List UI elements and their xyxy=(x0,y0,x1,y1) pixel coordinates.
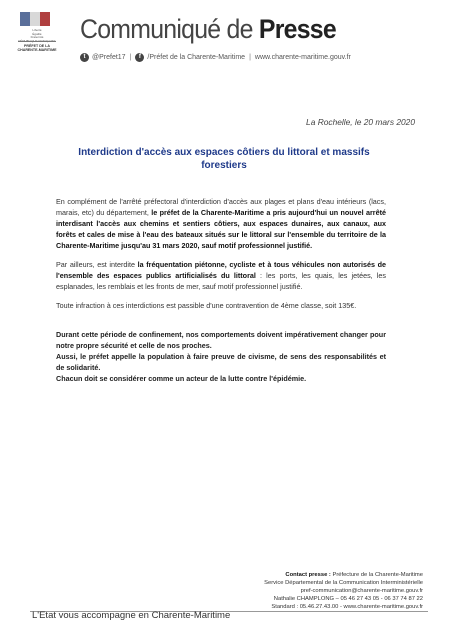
social-links xyxy=(80,53,351,62)
separator: | xyxy=(249,54,251,61)
press-contact-block: Contact presse : Préfecture de la Charente-Maritime Service Départemental de la Communication Interministérielle pref-communication@charente-maritime.gouv.fr Nathalie CHAMPLONG – 05 46 27 43 05 - 06 37 74 87 22 Standard : 05.46.27.43.00 - www.charente-maritime.gouv.fr xyxy=(233,571,423,611)
paragraph-2: Par ailleurs, est interdite la fréquentation piétonne, cycliste et à tous véhicules non autorisés de l'ensemble des espaces publics artificialisés du littoral : les ports, les quais, les jetées, les esplanades, les remblais et les fronts de mer, sauf motif professionnel justifié. xyxy=(56,260,387,291)
twitter-handle[interactable]: @Prefet17 xyxy=(92,54,126,61)
publication-date: La Rochelle, le 20 mars 2020 xyxy=(306,117,415,127)
press-release-title: Interdiction d'accès aux espaces côtiers du littoral et massifs forestiers xyxy=(78,147,370,171)
contact-email[interactable]: pref-communication@charente-maritime.gouv.fr xyxy=(300,588,423,594)
logo-prefecture: PRÉFET DE LA CHARENTE-MARITIME xyxy=(17,44,57,53)
facebook-icon: f xyxy=(135,53,144,62)
logo-divider xyxy=(18,41,56,42)
closing-statement: Durant cette période de confinement, nos comportements doivent impérativement changer pour notre propre sécurité et celle de nos proches. Aussi, le préfet appelle la population à faire preuve de civisme, de sens des responsabilités et de solidarité. Chacun doit se considérer comme un acteur de la lutte contre l'épidémie. xyxy=(56,330,386,383)
separator: | xyxy=(129,54,132,61)
logo-motto: Liberté Égalité Fraternité RÉPUBLIQUE FRANÇAISE xyxy=(18,28,56,43)
document-brand-title: Communiqué de Presse xyxy=(80,14,336,44)
twitter-icon: t xyxy=(80,53,89,62)
marianne-flag-icon xyxy=(20,12,50,26)
footer-tagline: L'Etat vous accompagne en Charente-Maritime xyxy=(32,610,231,621)
website-link[interactable]: www.charente-maritime.gouv.fr xyxy=(254,54,351,61)
prefecture-logo xyxy=(14,8,60,68)
paragraph-1: En complément de l'arrêté préfectoral d'interdiction d'accès aux plages et plans d'eau intérieurs (lacs, marais, etc) du département, le préfet de la Charente-Maritime a pris aujourd'hui un nouvel arrêté interdisant l'accès aux chemins et sentiers côtiers, aux espaces dunaires, aux canaux, aux forêts et cales de mise à l'eau des bateaux situés sur le littoral sur l'ensemble du territoire de la Charente-Maritime jusqu'au 31 mars 2020, sauf motif professionnel justifié. xyxy=(56,197,386,250)
paragraph-3: Toute infraction à ces interdictions est passible d'une contravention de 4ème classe, soit 135€. xyxy=(56,301,357,310)
facebook-page[interactable]: /Préfet de la Charente-Maritime xyxy=(147,54,246,61)
press-release-body xyxy=(56,196,386,384)
